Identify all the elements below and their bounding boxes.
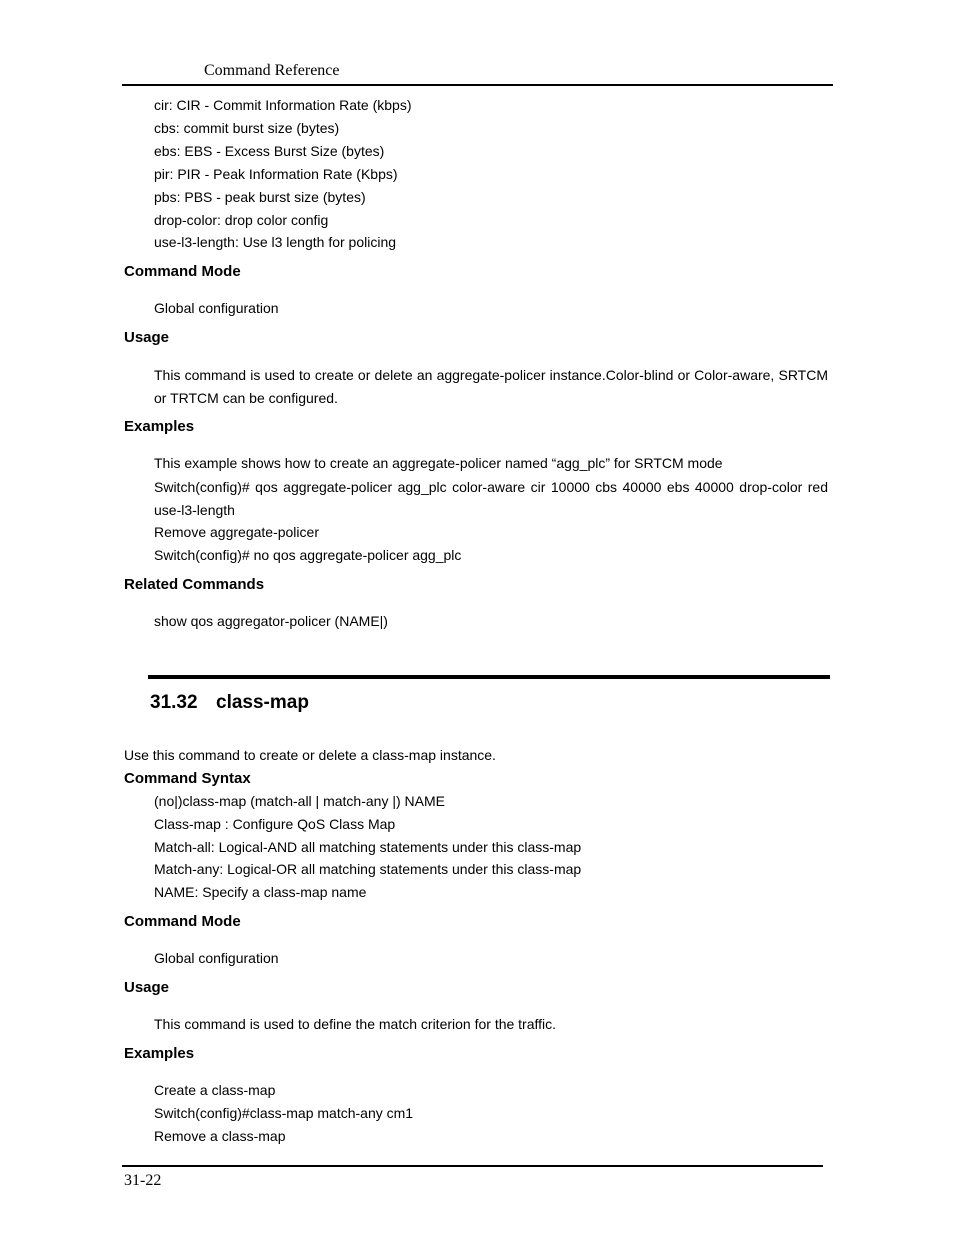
section-intro: Use this command to create or delete a class-map instance. bbox=[124, 747, 496, 763]
command-mode-heading: Command Mode bbox=[124, 263, 241, 280]
section-heading bbox=[150, 692, 309, 714]
command-syntax-heading: Command Syntax bbox=[124, 770, 251, 787]
examples-heading: Examples bbox=[124, 1045, 195, 1062]
syntax-line: (no|)class-map (match-all | match-any |) NAME bbox=[154, 793, 445, 809]
related-commands-heading: Related Commands bbox=[124, 576, 265, 593]
page-number: 31-22 bbox=[124, 1172, 162, 1189]
section-rule bbox=[148, 675, 830, 679]
example-remove-label: Remove aggregate-policer bbox=[154, 524, 319, 540]
syntax-line: NAME: Specify a class-map name bbox=[154, 884, 367, 900]
example-intro: This example shows how to create an aggregate-policer named “agg_plc” for SRTCM mode bbox=[154, 455, 723, 471]
syntax-line: Match-any: Logical-OR all matching statements under this class-map bbox=[154, 861, 582, 877]
section-number: 31.32 bbox=[150, 692, 198, 713]
example-remove-command: Switch(config)# no qos aggregate-policer agg_plc bbox=[154, 547, 462, 563]
command-mode-text: Global configuration bbox=[154, 950, 279, 966]
param-line: pir: PIR - Peak Information Rate (Kbps) bbox=[154, 166, 398, 182]
page-header-title: Command Reference bbox=[204, 62, 340, 79]
section-title: class-map bbox=[216, 692, 309, 713]
command-mode-heading: Command Mode bbox=[124, 913, 241, 930]
examples-heading: Examples bbox=[124, 418, 195, 435]
usage-text: This command is used to define the match criterion for the traffic. bbox=[154, 1016, 557, 1032]
param-line: use-l3-length: Use l3 length for policing bbox=[154, 234, 397, 250]
usage-heading: Usage bbox=[124, 979, 170, 996]
header-rule bbox=[122, 84, 833, 86]
example-line: Remove a class-map bbox=[154, 1128, 286, 1144]
footer-rule bbox=[122, 1165, 823, 1167]
param-line: cbs: commit burst size (bytes) bbox=[154, 120, 340, 136]
param-line: drop-color: drop color config bbox=[154, 212, 329, 228]
example-line: Create a class-map bbox=[154, 1082, 276, 1098]
param-line: pbs: PBS - peak burst size (bytes) bbox=[154, 189, 366, 205]
command-mode-text: Global configuration bbox=[154, 300, 279, 316]
syntax-line: Match-all: Logical-AND all matching statements under this class-map bbox=[154, 839, 582, 855]
syntax-line: Class-map : Configure QoS Class Map bbox=[154, 816, 396, 832]
usage-text: This command is used to create or delete an aggregate-policer instance.Color-blind or Color-aware, SRTCM or TRTCM can be configured. bbox=[154, 367, 828, 406]
example-line: Switch(config)#class-map match-any cm1 bbox=[154, 1105, 414, 1121]
param-line: cir: CIR - Commit Information Rate (kbps) bbox=[154, 97, 412, 113]
param-line: ebs: EBS - Excess Burst Size (bytes) bbox=[154, 143, 385, 159]
related-command: show qos aggregator-policer (NAME|) bbox=[154, 613, 388, 629]
usage-heading: Usage bbox=[124, 329, 170, 346]
example-command: Switch(config)# qos aggregate-policer agg_plc color-aware cir 10000 cbs 40000 ebs 40000 drop-color red use-l3-length bbox=[154, 479, 828, 518]
